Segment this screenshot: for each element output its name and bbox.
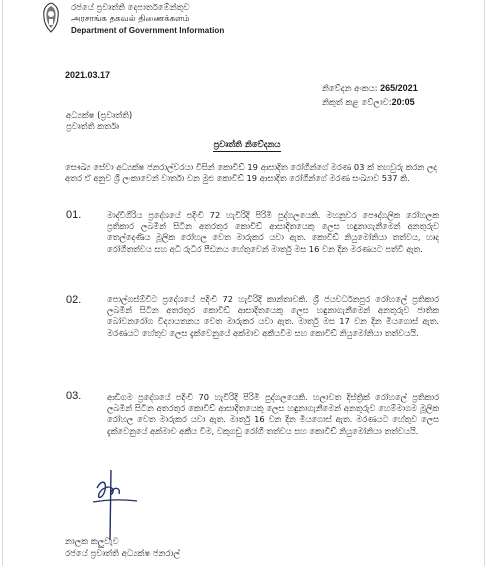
document-heading [3, 140, 488, 150]
intro-paragraph: සෞඛ්‍ය සේවා අධ්‍යක්ෂ ජනරාල්වරයා විසින් කොවිඩ් 19 ආසාදිත රෝගීන්ගේ මරණ 03 ක් තහවුරු කරන ලද අතර ඒ අනුව ශ්‍රී ලංකාවෙන් වාර්තා වන මුළු කොවිඩ් 19 ආසාදිත රෝගීන්ගේ මරණ සංඛ්‍යාව 537 කි. [65, 162, 437, 183]
ref-label: නිවේදන අංකය: [322, 84, 378, 94]
dept-name-tamil: அரசாங்க தகவல் திணைக்களம் [71, 14, 190, 24]
recipient-line-1: අධ්‍යක්ෂ (ප්‍රවෘත්ති) [66, 111, 133, 121]
item-paragraph: පොල්ගස්ඕවිට ප්‍රදේශයේ පදිංචි 72 හැවිරිදි කාන්තාවකි. ශ්‍රී ජයවර්ධනපුර රෝහලේ ප්‍රතිකාර ලබමින් සිටින අතරතුර කොවිඩ් ආසාදිතයෙකු ලෙස හඳුනාගැනීමෙන් අනතුරුව ජාතික බෝවනරෝග විද්‍යායතනය වෙත මාරුකර යවා ඇත. මාර්තු මස 17 වන දින මියගොස් ඇත. මරණයට හේතුව ලෙස දැක්වෙනුයේ අක්මාව අකීයවීම සහ කොවිඩ් නියුමෝනියා තත්වයයි. [107, 294, 439, 338]
recipient-line-2: ප්‍රවෘත්ති කර්තෘ [66, 122, 119, 132]
handwritten-signature [91, 466, 141, 542]
time-label: නිකුත් කළ වේලාව: [322, 98, 392, 108]
ref-value: 265/2021 [380, 83, 418, 93]
item-paragraph: ආඩිගම ප්‍රදේශයේ පදිංචි 70 හැවිරිදි පිරිමි පුද්ගලයෙකි. හලාවත දිස්ත්‍රික් රෝහලේ ප්‍රතිකාර ලබමින් සිටින අතරතුර කොවිඩ් ආසාදිතයෙකු ලෙස හඳුනාගැනීමෙන් අනතුරුව හෙම්මාගම මූලික රෝහල වෙත මාරුකර යවා ඇත. මාර්තු 16 වන දින මියගොස් ඇත. මරණයට හේතුව ලෙස දැක්වෙනුයේ අක්මාව අකීය වීම, වකුගඩු රෝගී තත්වය සහ කොවිඩ් නියුමෝනියා තත්වයයි. [107, 392, 439, 436]
reference-number-line [322, 83, 418, 94]
release-date: 2021.03.17 [65, 70, 111, 80]
department-name-block [71, 3, 224, 36]
dept-name-english: Department of Government Information [71, 26, 225, 35]
signatory-name: නාලක කලුවැව [65, 537, 119, 547]
document-page [2, 0, 485, 566]
time-value: 20:05 [391, 97, 415, 107]
dept-name-sinhala: රජයේ ප්‍රවෘත්ති දෙපාර්තමේන්තුව [71, 3, 190, 13]
item-number: 01. [66, 209, 82, 221]
item-number: 02. [66, 294, 82, 306]
recipients-block [66, 111, 132, 133]
item-number: 03. [66, 390, 82, 402]
signatory-title: රජයේ ප්‍රවෘත්ති අධ්‍යක්ෂ ජනරාල් [65, 549, 180, 559]
release-time-line [322, 97, 415, 108]
heading-text: ප්‍රවෘත්ති නිවේදනය [213, 140, 281, 150]
signatory-block [65, 536, 180, 560]
item-paragraph: මාද්වීගිරිය ප්‍රදේශයේ පදිංචි 72 හැවිරිදි පිරිමි පුද්ගලයෙකි. මහනුවර පෞද්ගලික රෝහලක ප්‍රතිකාර ලබමින් සිටින අතරතුර කොවිඩ් ආසාදිතයෙකු ලෙස හඳුනාගැනීමෙන් අනතුරුව තෙල්දෙණිය මූලික රෝහල වෙත මාරුකර යවා ඇත. කොවිඩ් නියුමෝනියා තත්වය, හෘද රෝගීතත්වය සහ අධි රුධිර පීඩනය හේතුවෙන් මාර්තු මස 16 වන දින මරණයට පත්වී ඇත. [107, 210, 439, 254]
government-crest-logo [41, 2, 61, 34]
